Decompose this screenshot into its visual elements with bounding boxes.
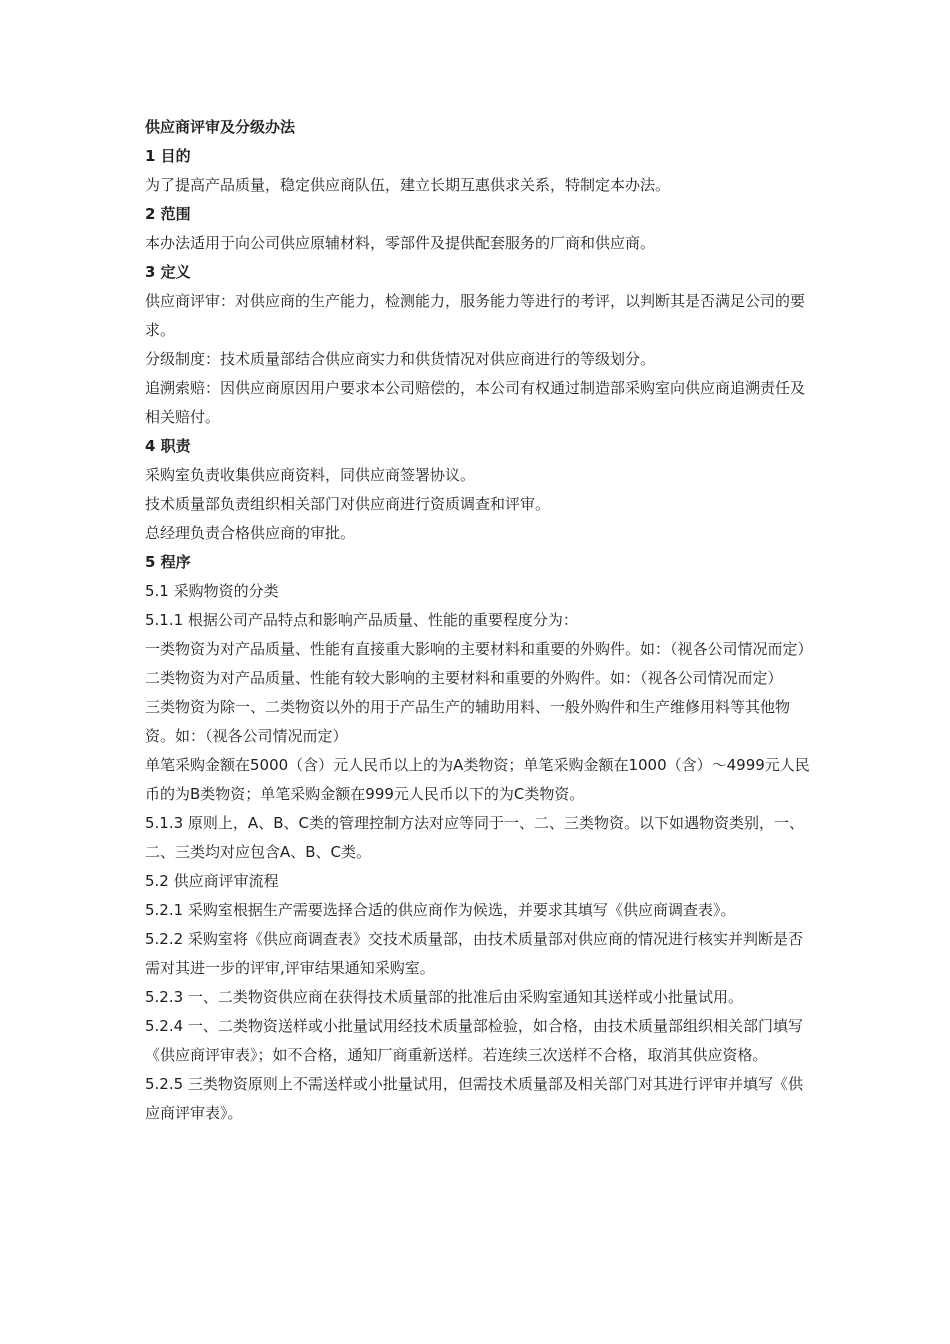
paragraph: 分级制度：技术质量部结合供应商实力和供货情况对供应商进行的等级划分。 bbox=[145, 350, 656, 368]
paragraph: 5.2.2 采购室将《供应商调查表》交技术质量部，由技术质量部对供应商的情况进行核实并判断是否需对其进一步的评审,评审结果通知采购室。 bbox=[145, 930, 803, 977]
paragraph: 单笔采购金额在5000（含）元人民币以上的为A类物资；单笔采购金额在1000（含）～4999元人民币的为B类物资；单笔采购金额在999元人民币以下的为C类物资。 bbox=[145, 756, 810, 803]
paragraph: 二类物资为对产品质量、性能有较大影响的主要材料和重要的外购件。如：（视各公司情况而定） bbox=[145, 669, 783, 687]
paragraph: 为了提高产品质量，稳定供应商队伍，建立长期互惠供求关系，特制定本办法。 bbox=[145, 176, 671, 194]
paragraph: 追溯索赔：因供应商原因用户要求本公司赔偿的，本公司有权通过制造部采购室向供应商追溯责任及相关赔付。 bbox=[145, 379, 806, 426]
document-page bbox=[145, 113, 815, 1128]
paragraph: 5.2.3 一、二类物资供应商在获得技术质量部的批准后由采购室通知其送样或小批量试用。 bbox=[145, 988, 743, 1006]
paragraph: 本办法适用于向公司供应原辅材料，零部件及提供配套服务的厂商和供应商。 bbox=[145, 234, 656, 252]
section-heading: 2 范围 bbox=[145, 205, 191, 223]
paragraph: 5.1.1 根据公司产品特点和影响产品质量、性能的重要程度分为： bbox=[145, 611, 578, 629]
paragraph: 采购室负责收集供应商资料，同供应商签署协议。 bbox=[145, 466, 476, 484]
section-heading: 5 程序 bbox=[145, 553, 191, 571]
document-title: 供应商评审及分级办法 bbox=[145, 118, 296, 136]
section-heading: 3 定义 bbox=[145, 263, 191, 281]
paragraph: 5.2.5 三类物资原则上不需送样或小批量试用，但需技术质量部及相关部门对其进行评审并填写《供应商评审表》。 bbox=[145, 1075, 803, 1122]
paragraph: 5.2.4 一、二类物资送样或小批量试用经技术质量部检验，如合格，由技术质量部组织相关部门填写《供应商评审表》；如不合格，通知厂商重新送样。若连续三次送样不合格，取消其供应资格。 bbox=[145, 1017, 803, 1064]
paragraph: 5.1.3 原则上，A、B、C类的管理控制方法对应等同于一、二、三类物资。以下如遇物资类别，一、二、三类均对应包含A、B、C类。 bbox=[145, 814, 804, 861]
paragraph: 供应商评审：对供应商的生产能力，检测能力，服务能力等进行的考评，以判断其是否满足公司的要求。 bbox=[145, 292, 806, 339]
paragraph: 5.2 供应商评审流程 bbox=[145, 872, 279, 890]
paragraph: 5.1 采购物资的分类 bbox=[145, 582, 279, 600]
section-heading: 1 目的 bbox=[145, 147, 191, 165]
section-heading: 4 职责 bbox=[145, 437, 191, 455]
paragraph: 技术质量部负责组织相关部门对供应商进行资质调查和评审。 bbox=[145, 495, 551, 513]
paragraph: 5.2.1 采购室根据生产需要选择合适的供应商作为候选，并要求其填写《供应商调查表》。 bbox=[145, 901, 736, 919]
paragraph: 总经理负责合格供应商的审批。 bbox=[145, 524, 356, 542]
paragraph: 一类物资为对产品质量、性能有直接重大影响的主要材料和重要的外购件。如：（视各公司情况而定） bbox=[145, 640, 813, 658]
paragraph: 三类物资为除一、二类物资以外的用于产品生产的辅助用料、一般外购件和生产维修用料等其他物资。如：（视各公司情况而定） bbox=[145, 698, 791, 745]
